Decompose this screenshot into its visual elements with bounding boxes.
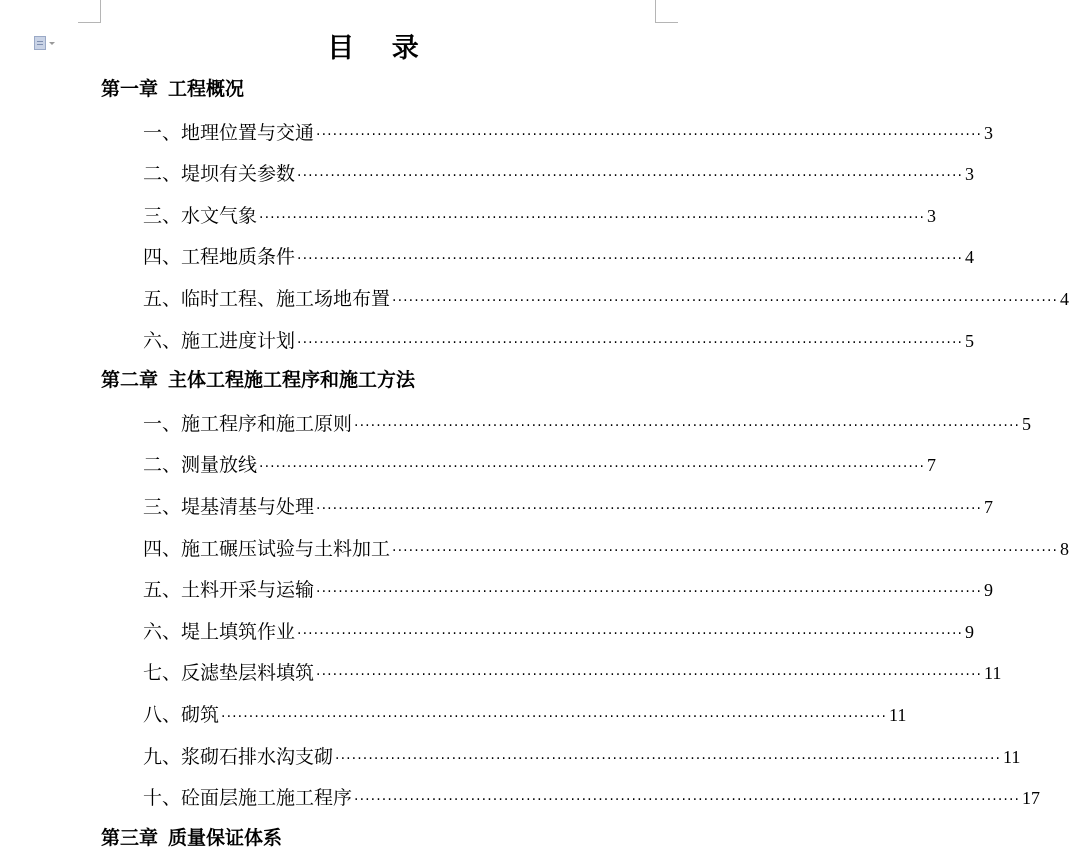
entry-label: 三、水文气象 [143, 204, 258, 227]
page-corner-marker-right [655, 0, 678, 23]
dot-leader: ························································································································ [335, 750, 1002, 767]
chapter-title: 质量保证体系 [168, 826, 283, 849]
chapter-number: 第一章 [101, 78, 159, 100]
page-number: 8 [1060, 538, 1069, 559]
toc-entry [143, 575, 994, 602]
dot-leader: ························································································································ [392, 292, 1059, 309]
dot-leader: ························································································································ [297, 334, 964, 351]
toc-entry [143, 617, 975, 644]
page-number: 7 [927, 455, 937, 476]
entry-label: 二、测量放线 [143, 454, 258, 477]
toc-entry-row[interactable] [0, 482, 994, 524]
dot-leader: ························································································································ [316, 126, 983, 143]
toc-entry-row[interactable] [0, 565, 994, 607]
page-number: 11 [889, 704, 907, 725]
toc-chapter-row[interactable] [0, 815, 738, 857]
toc-entry [143, 492, 994, 519]
entry-label: 四、工程地质条件 [143, 246, 296, 269]
toc-entry-row[interactable] [0, 232, 975, 274]
page-number: 4 [965, 247, 975, 268]
entry-label: 一、地理位置与交通 [143, 121, 315, 144]
dot-leader: ························································································································ [354, 417, 1021, 434]
toc-entry-row[interactable] [0, 274, 1069, 316]
page-number: 4 [1060, 288, 1069, 309]
toc-chapter-row[interactable] [0, 357, 738, 399]
page-corner-marker-left [78, 0, 101, 23]
entry-label: 八、砌筑 [143, 703, 220, 726]
toc-entry-row[interactable] [0, 648, 1002, 690]
toc-entry-row[interactable] [0, 108, 994, 150]
entry-label: 五、临时工程、施工场地布置 [143, 287, 391, 310]
toc-title: 目 录 [327, 33, 433, 64]
page-number: 3 [984, 122, 994, 143]
dot-leader: ························································································································ [259, 459, 926, 476]
toc-entry-row[interactable] [0, 690, 907, 732]
toc-entry [143, 534, 1069, 561]
toc-entry [143, 450, 937, 477]
toc-entry [143, 742, 1021, 769]
dot-leader: ························································································································ [392, 542, 1059, 559]
dot-leader: ························································································································ [354, 792, 1021, 809]
chapter-heading [101, 74, 244, 101]
toc-entry-row[interactable] [0, 316, 975, 358]
toc-entry [143, 700, 907, 727]
toc-entry-row[interactable] [0, 773, 1041, 815]
entry-label: 四、施工碾压试验与土料加工 [143, 537, 391, 560]
chapter-number: 第二章 [101, 369, 159, 392]
entry-label: 一、施工程序和施工原则 [143, 412, 353, 435]
page-number: 7 [984, 496, 994, 517]
toc-entry-row[interactable] [0, 440, 937, 482]
toc-entry [143, 284, 1069, 311]
toc-entry [143, 159, 975, 186]
toc-entry [143, 409, 1032, 436]
entry-label: 七、反滤垫层料填筑 [143, 662, 315, 685]
page-number: 9 [984, 580, 994, 601]
toc-list [0, 66, 1069, 856]
toc-entry-row[interactable] [0, 732, 1021, 774]
entry-label: 二、堤坝有关参数 [143, 163, 296, 186]
entry-label: 十、砼面层施工施工程序 [143, 787, 353, 810]
page-number: 17 [1022, 788, 1041, 809]
dot-leader: ························································································································ [297, 168, 964, 185]
chapter-heading [101, 365, 415, 392]
entry-label: 六、施工进度计划 [143, 329, 296, 352]
dot-leader: ························································································································ [316, 667, 983, 684]
page-number: 5 [1022, 413, 1032, 434]
dot-leader: ························································································································ [259, 209, 926, 226]
dot-leader: ························································································································ [316, 584, 983, 601]
toc-entry [143, 242, 975, 269]
dot-leader: ························································································································ [316, 500, 983, 517]
entry-label: 五、土料开采与运输 [143, 579, 315, 602]
toc-entry [143, 326, 975, 353]
dot-leader: ························································································································ [221, 708, 888, 725]
chapter-title: 工程概况 [168, 78, 245, 100]
chapter-title: 主体工程施工程序和施工方法 [168, 369, 416, 392]
page-number: 5 [965, 330, 975, 351]
toc-entry-row[interactable] [0, 524, 1069, 566]
dot-leader: ························································································································ [297, 251, 964, 268]
page-number: 11 [1003, 746, 1021, 767]
toc-chapter-row[interactable] [0, 66, 738, 108]
chapter-heading [101, 823, 282, 850]
dot-leader: ························································································································ [297, 625, 964, 642]
chapter-number: 第三章 [101, 826, 159, 849]
toc-entry-row[interactable] [0, 191, 937, 233]
toc-entry-row[interactable] [0, 149, 975, 191]
page-number: 9 [965, 621, 975, 642]
toc-entry [143, 118, 994, 145]
entry-label: 三、堤基清基与处理 [143, 495, 315, 518]
toc-entry-row[interactable] [0, 607, 975, 649]
toc-entry [143, 658, 1002, 685]
toc-entry-row[interactable] [0, 399, 1032, 441]
page-number: 3 [965, 164, 975, 185]
entry-label: 九、浆砌石排水沟支砌 [143, 745, 334, 768]
toc-entry [143, 783, 1041, 810]
toc-entry [143, 201, 937, 228]
page-number: 3 [927, 205, 937, 226]
entry-label: 六、堤上填筑作业 [143, 620, 296, 643]
page-number: 11 [984, 663, 1002, 684]
